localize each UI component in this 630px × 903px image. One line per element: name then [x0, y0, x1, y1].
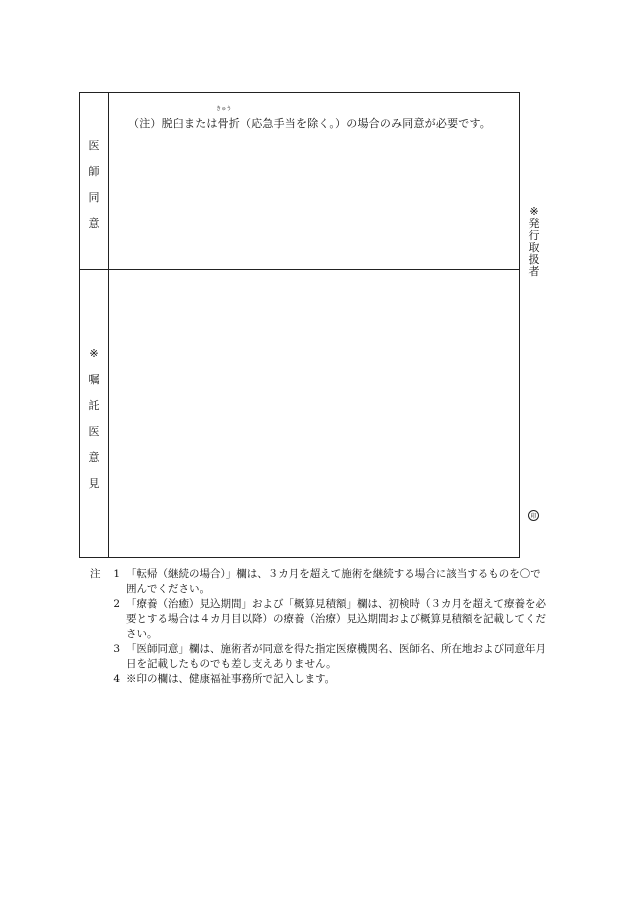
issuer-label: ※ 発 行 取 扱 者: [528, 205, 540, 278]
doctor-consent-note: きゅう （注）脱臼または骨折（応急手当を除く。）の場合のみ同意が必要です。: [128, 106, 491, 130]
ruby-annotation: きゅう: [216, 106, 232, 112]
doctor-consent-label: 医 師 同 意: [88, 139, 100, 230]
note-item: 4 ※印の欄は、健康福祉事務所で記入します。: [113, 673, 336, 685]
note-item: 3 「医師同意」欄は、施術者が同意を得た指定医療機関名、医師名、所在地および同意年月日を記載したものでも差し支えありません。: [113, 643, 546, 670]
seal-icon: 印: [528, 510, 539, 521]
notes-section: [90, 567, 550, 687]
row-divider: [80, 269, 519, 270]
consent-form-table: [79, 92, 520, 558]
note-item: 注 1 「転帰（継続の場合）」欄は、３カ月を超えて施術を継続する場合に該当するものを〇で囲んでください。: [90, 568, 541, 595]
note-item: 2 「療養（治癒）見込期間」および「概算見積額」欄は、初検時（３カ月を超えて療養を必要とする場合は４カ月目以降）の療養（治療）見込期間および概算見積額を記載してください。: [113, 598, 546, 640]
commissioned-opinion-label: ※ 嘱 託 医 意 見: [88, 347, 100, 490]
notes-prefix: 注: [90, 568, 101, 580]
